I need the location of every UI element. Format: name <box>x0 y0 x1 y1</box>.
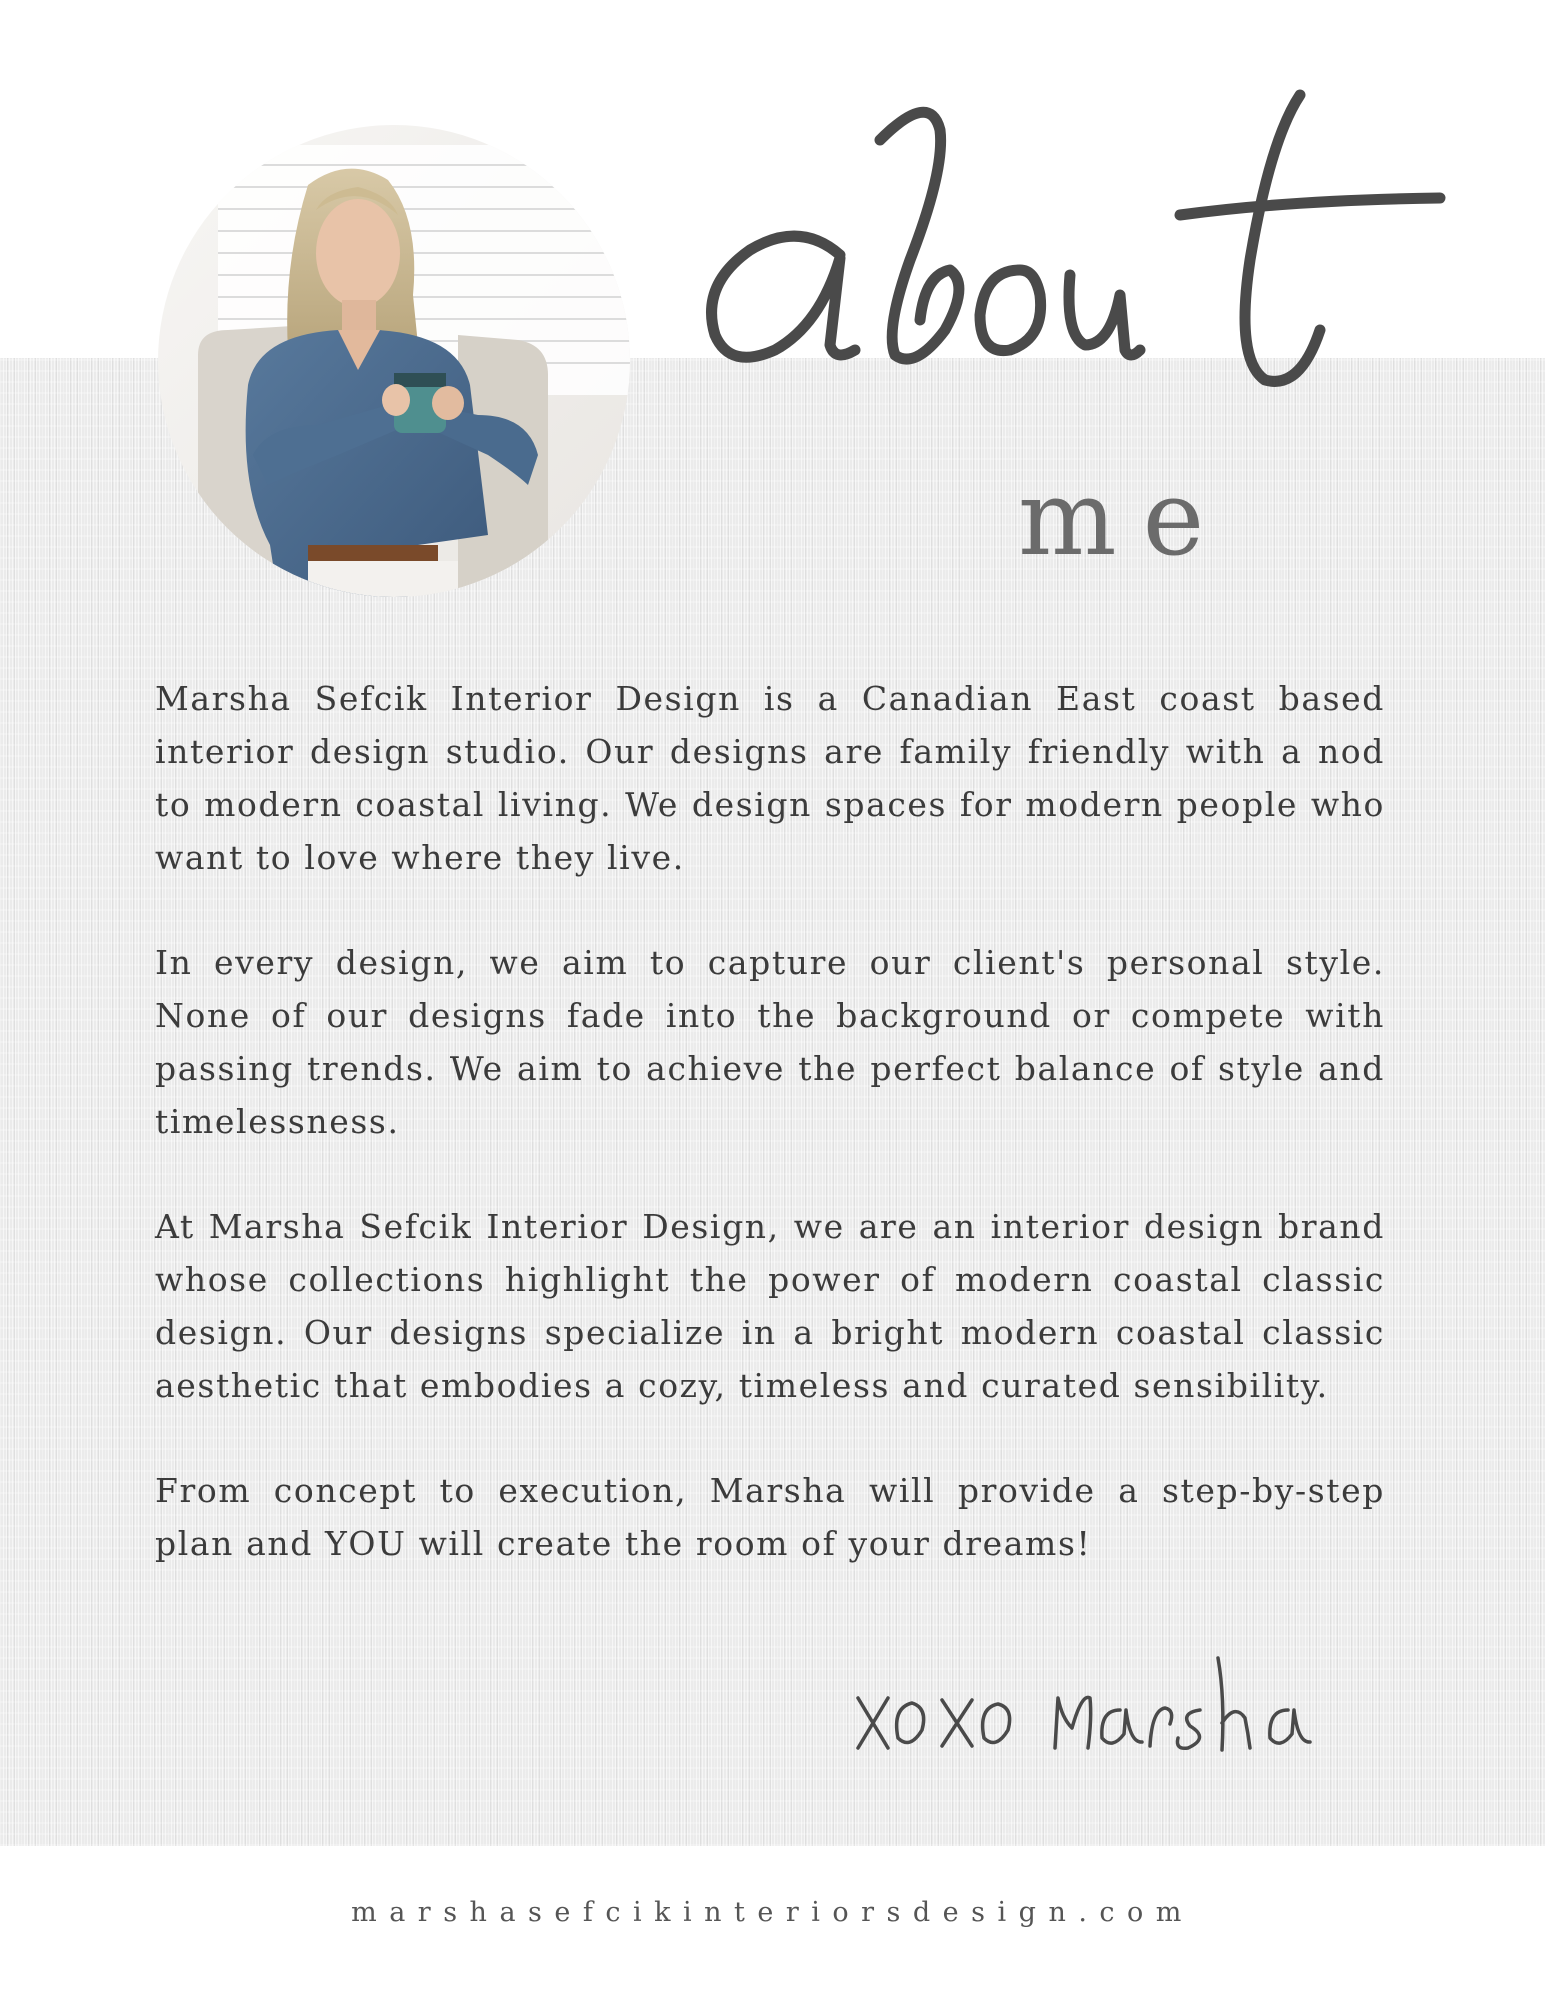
me-title: me <box>1018 457 1231 579</box>
paragraph-brand: At Marsha Sefcik Interior Design, we are an interior design brand whose collections highlight the power of modern coastal classic design. Our designs specialize in a bright modern coastal classic aesthetic that embodies a cozy, timeless and curated sensibility. <box>155 1207 1385 1405</box>
about-body <box>155 672 1385 1622</box>
paragraph-intro: Marsha Sefcik Interior Design is a Canadian East coast based interior design studio. Our designs are family friendly with a nod to modern coastal living. We design spaces for modern people who want to love where they live. <box>155 679 1385 877</box>
signature <box>850 1638 1320 1768</box>
paragraph-style: In every design, we aim to capture our client's personal style. None of our designs fade into the background or compete with passing trends. We aim to achieve the perfect balance of style and timelessness. <box>155 943 1385 1141</box>
paragraph-process: From concept to execution, Marsha will provide a step-by-step plan and YOU will create the room of your dreams! <box>155 1471 1385 1563</box>
profile-photo <box>158 125 630 597</box>
footer-website[interactable]: marshasefcikinteriorsdesign.com <box>351 1897 1194 1928</box>
